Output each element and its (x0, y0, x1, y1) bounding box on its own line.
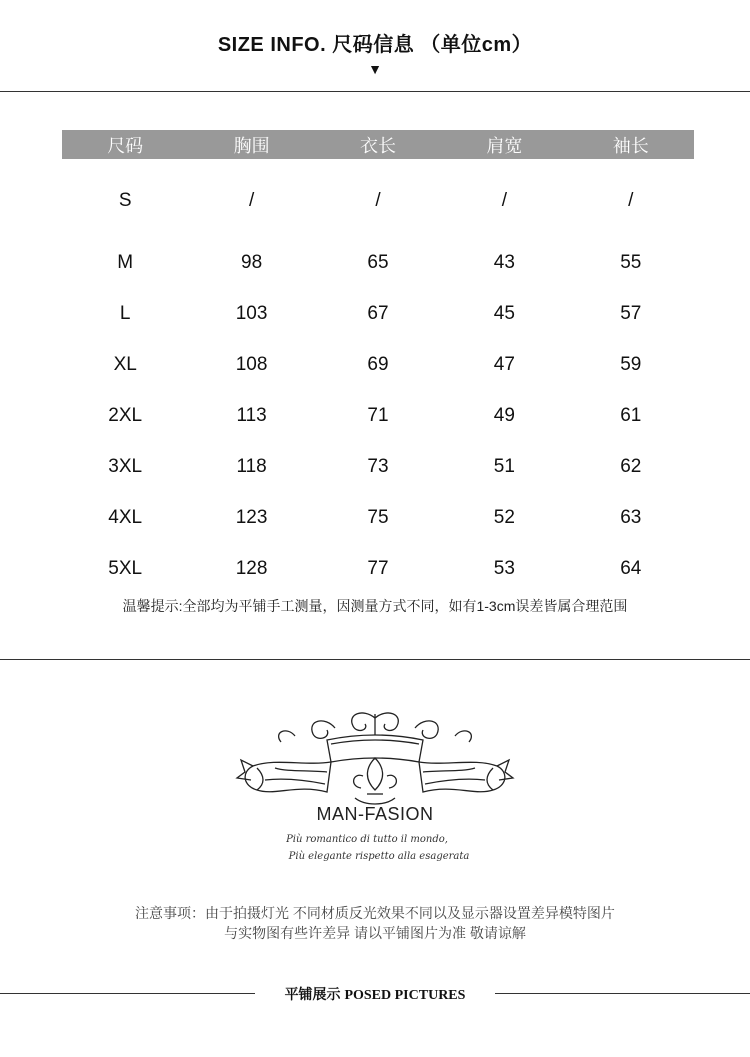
footer-divider-right (495, 993, 750, 994)
table-cell: 4XL (108, 506, 143, 528)
divider-middle (0, 659, 750, 660)
table-cell: 73 (367, 455, 389, 477)
table-cell: 103 (235, 302, 268, 324)
table-cell: 5XL (108, 557, 143, 579)
divider-top (0, 91, 750, 92)
table-cell: 71 (367, 404, 389, 426)
notice-text (0, 903, 750, 943)
table-row (62, 390, 694, 441)
table-cell: 69 (367, 353, 389, 375)
table-row (62, 543, 694, 594)
table-cell: 59 (620, 353, 642, 375)
column-header-chest: 胸围 (188, 130, 314, 159)
brand-name: MAN-FASION (316, 804, 434, 824)
table-row (62, 441, 694, 492)
column-header-shoulder: 肩宽 (441, 130, 567, 159)
table-cell: 51 (493, 455, 515, 477)
table-cell: 123 (235, 506, 268, 528)
section-label-en: POSED PICTURES (344, 988, 466, 1003)
notice-line2: 与实物图有些许差异 请以平铺图片为准 敬请谅解 (224, 925, 526, 941)
table-cell: 77 (367, 557, 389, 579)
down-arrow-icon: ▼ (368, 61, 382, 77)
table-cell: 49 (493, 404, 515, 426)
table-cell: 98 (241, 251, 263, 273)
table-cell: XL (113, 353, 137, 375)
table-row (62, 159, 694, 237)
table-cell: 43 (493, 251, 515, 273)
table-cell: M (117, 251, 134, 273)
table-cell: 75 (367, 506, 389, 528)
table-header-row (62, 130, 694, 159)
brand-tagline-line2: Più elegante rispetto alla esagerata (288, 851, 470, 862)
measurement-tip: 温馨提示:全部均为平铺手工测量，因测量方式不同，如有1-3cm误差皆属合理范围 (122, 598, 628, 614)
notice-line1: 注意事项：由于拍摄灯光 不同材质反光效果不同以及显示器设置差异模特图片 (135, 905, 615, 921)
column-header-size: 尺码 (62, 130, 188, 159)
table-cell: / (628, 190, 634, 211)
table-cell: 113 (236, 404, 267, 426)
table-row (62, 339, 694, 390)
table-cell: 2XL (108, 404, 143, 426)
table-row (62, 288, 694, 339)
table-cell: 62 (620, 455, 642, 477)
column-header-length: 衣长 (315, 130, 441, 159)
table-cell: 65 (367, 251, 389, 273)
table-cell: 118 (236, 455, 267, 477)
table-cell: 63 (620, 506, 642, 528)
size-table (62, 130, 694, 594)
table-cell: / (375, 190, 381, 211)
table-cell: 67 (367, 302, 389, 324)
brand-tagline-line1: Più romantico di tutto il mondo, (286, 834, 448, 845)
table-cell: 45 (493, 302, 515, 324)
table-cell: S (118, 190, 132, 211)
table-cell: 128 (235, 557, 268, 579)
table-cell: 61 (620, 404, 642, 426)
table-cell: L (119, 302, 131, 324)
table-cell: / (248, 190, 255, 211)
table-row (62, 237, 694, 288)
table-cell: 47 (493, 353, 515, 375)
table-cell: 53 (493, 557, 515, 579)
table-row (62, 492, 694, 543)
table-cell: / (501, 190, 507, 211)
column-header-sleeve: 袖长 (568, 130, 694, 159)
table-cell: 3XL (108, 455, 143, 477)
table-cell: 55 (620, 251, 642, 273)
page-title: SIZE INFO. 尺码信息 （单位cm） (217, 34, 533, 56)
table-cell: 108 (235, 353, 268, 375)
table-cell: 57 (620, 302, 642, 324)
table-cell: 52 (493, 506, 515, 528)
section-label-posed-pictures (0, 984, 750, 1004)
ornament-ribbon-logo (235, 706, 515, 816)
section-label-zh: 平铺展示 (284, 986, 341, 1002)
table-cell: 64 (620, 557, 642, 579)
